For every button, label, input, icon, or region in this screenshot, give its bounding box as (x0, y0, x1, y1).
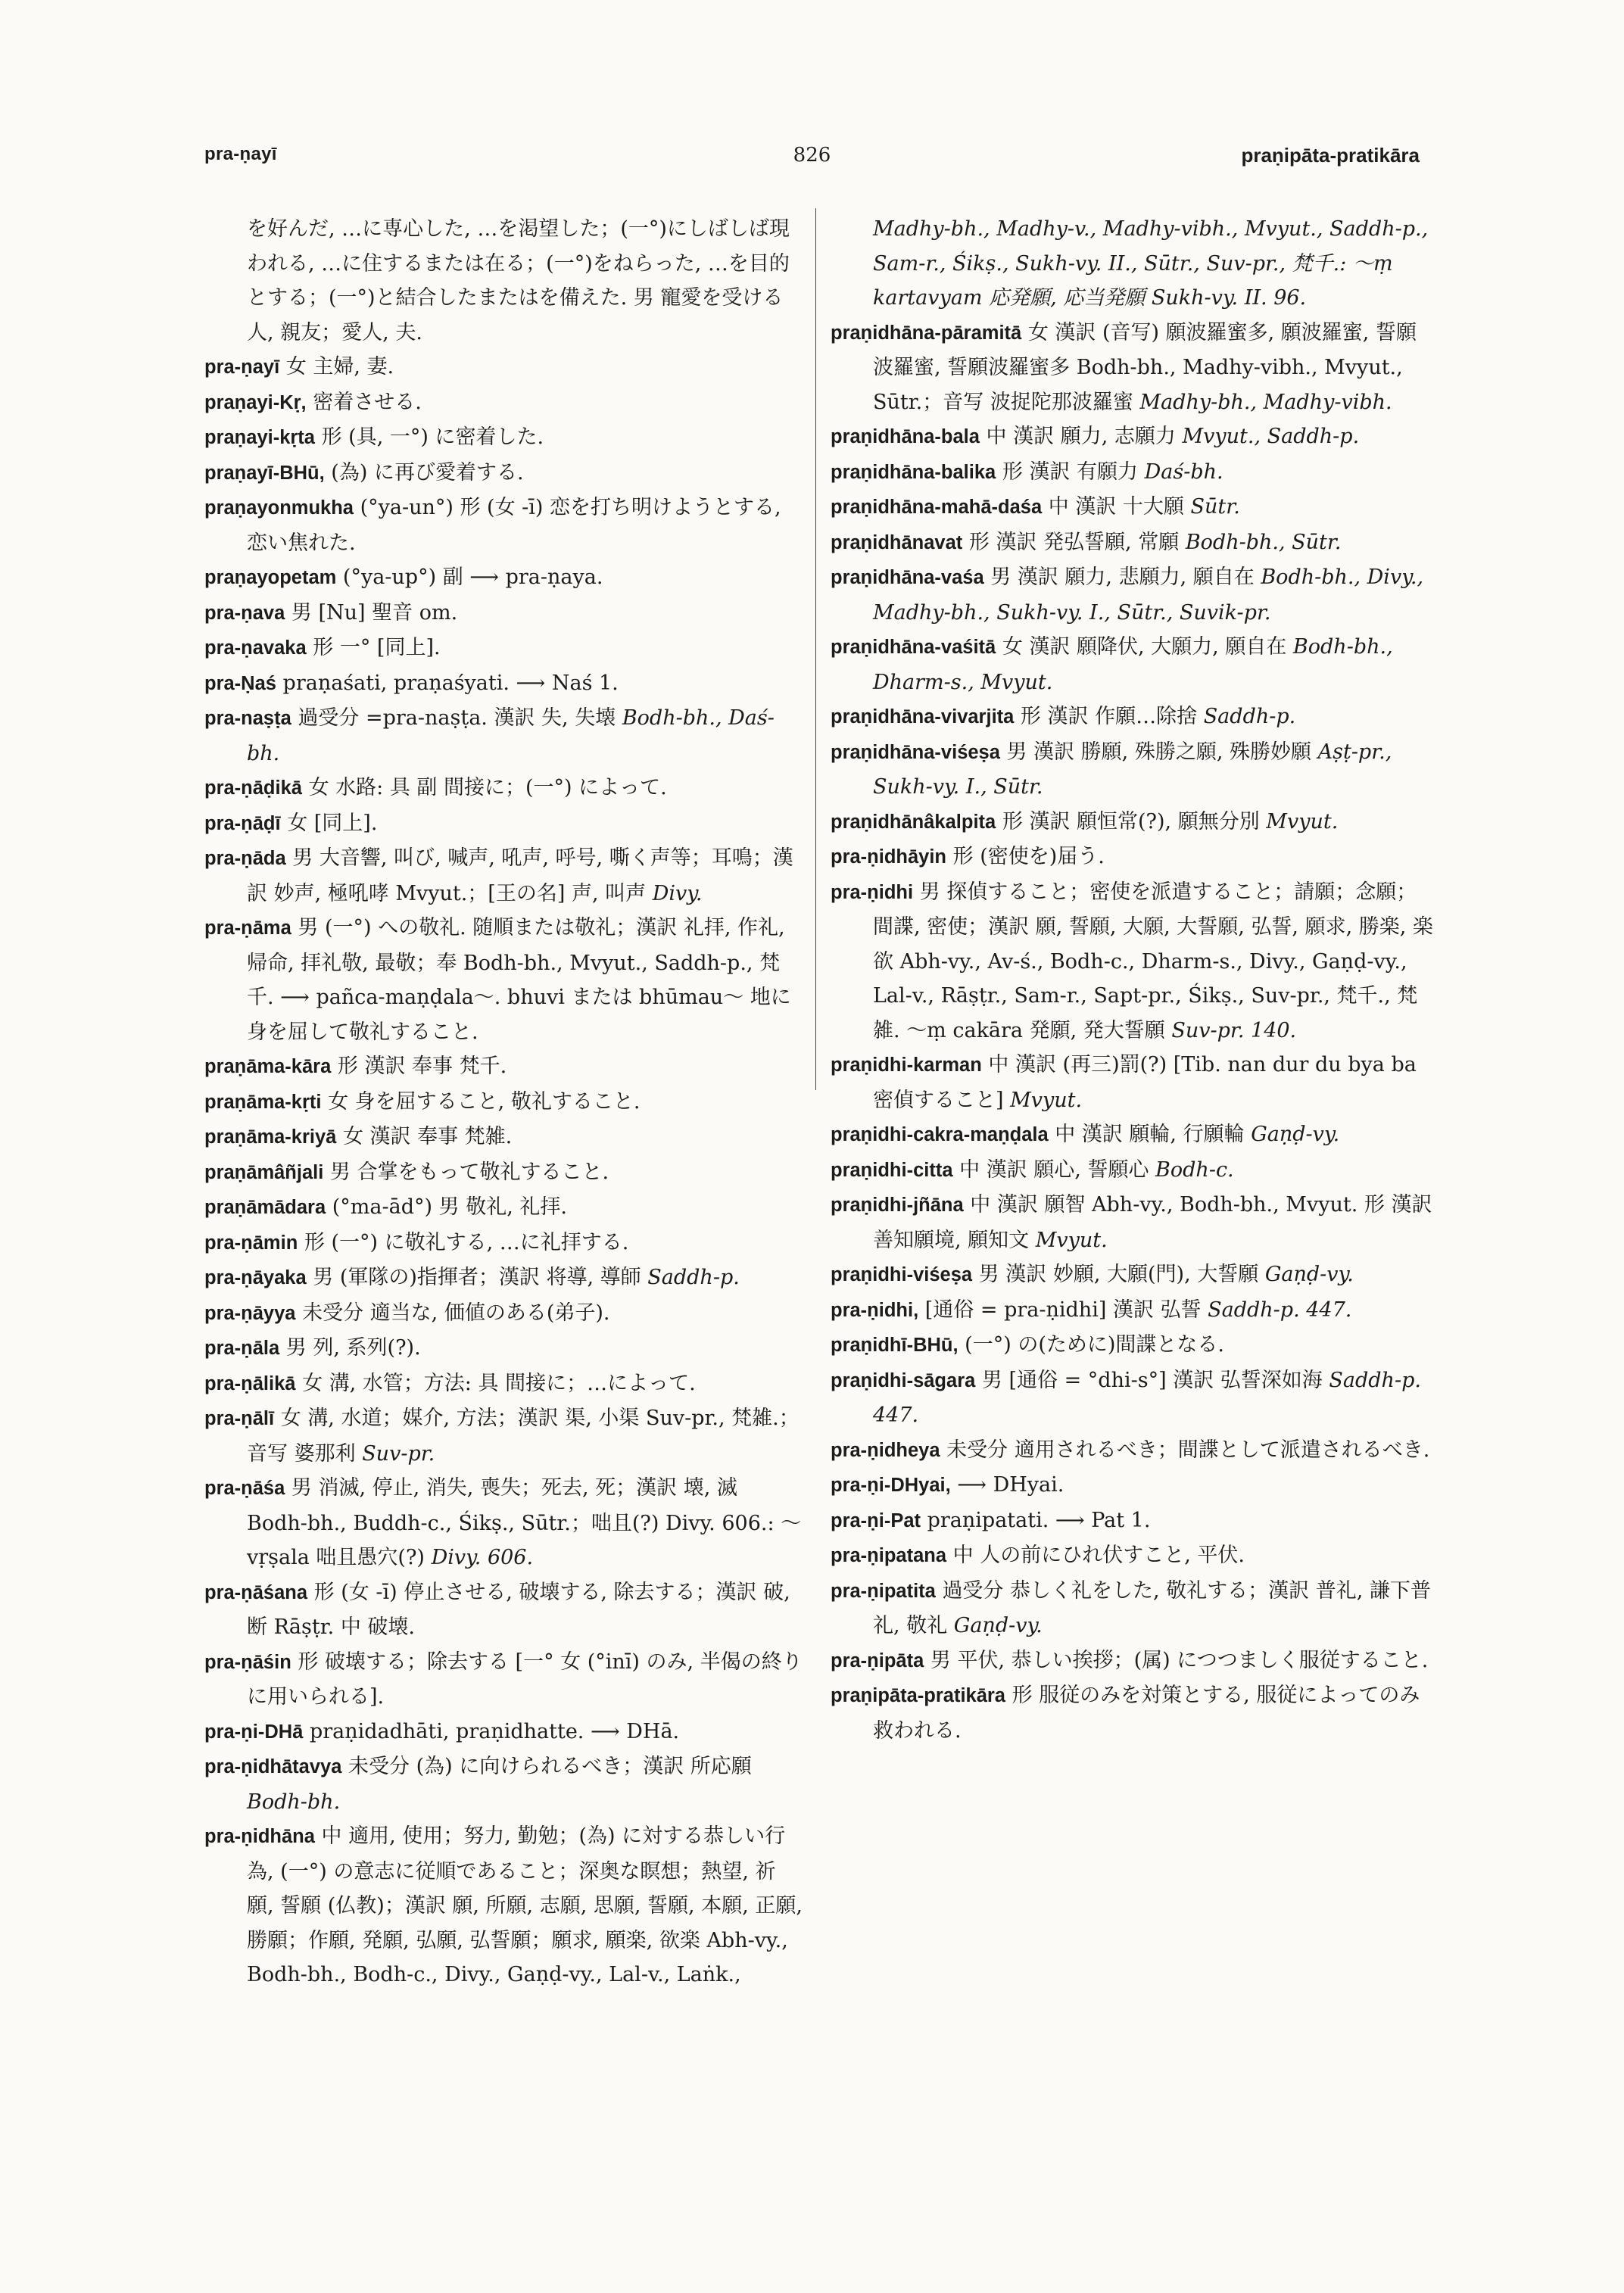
entry-definition: praṇipatati. ⟶ Pat 1. (927, 1508, 1151, 1532)
entry-headword: praṇidhāna-mahā-daśa (831, 497, 1043, 518)
entry-headword: pra-ṇāḍikā (204, 777, 302, 799)
entry-definition: 男 漢訳 妙願, 大願(門), 大誓願 (978, 1263, 1259, 1286)
dictionary-entry (204, 841, 803, 911)
entry-source-reference: Gaṇḍ-vy. (1264, 1263, 1354, 1286)
entry-headword: pra-ṇālikā (204, 1372, 296, 1394)
entry-headword: pra-ṇāmin (204, 1232, 298, 1254)
dictionary-entry (831, 1433, 1436, 1469)
entry-headword: pra-Ṇaś (204, 672, 276, 694)
dictionary-entry (831, 1363, 1436, 1433)
entry-headword: praṇāmâñjali (204, 1161, 324, 1183)
entry-headword: pra-ṇipatita (831, 1580, 936, 1602)
entry-definition: 過受分 =pra-naṣṭa. 漢訳 失, 失壊 (298, 706, 616, 730)
dictionary-entry (831, 875, 1436, 1048)
entry-headword: praṇidhi-sāgara (831, 1369, 976, 1391)
dictionary-entry (204, 1575, 803, 1645)
dictionary-entry (204, 1190, 803, 1226)
dictionary-entry (204, 1331, 803, 1366)
entry-headword: praṇāmādara (204, 1197, 326, 1218)
entry-headword: praṇāma-kāra (204, 1056, 332, 1077)
entry-definition: 形 一° [同上]. (313, 636, 441, 659)
entry-definition: 中 適用, 使用；努力, 勤勉；(為) に対する恭しい行為, (一°) の意志に従順であること；深奥な瞑想；熱望, 祈願, 誓願 (仏教)；漢訳 願, 所願, 志願, 思願, 誓願, 本願, 正願, 勝願；作願, 発願, 弘願, 弘誓願；願求, 願楽, 欲楽 Abh-vy., Bodh-bh., Bodh-c., Divy., Gaṇḍ-vy., Lal-v., Laṅk., (247, 1824, 803, 1986)
entry-source-reference: Divy. 606. (431, 1546, 534, 1569)
entry-source-reference: Gaṇḍ-vy. (1251, 1123, 1340, 1146)
entry-source-reference: Bodh-bh., Sūtr. (1185, 530, 1342, 554)
entry-definition: を好んだ, …に専心した, …を渇望した；(一°)にしばしば現われる, …に住するまたは在る；(一°)をねらった, …を目的とする；(一°)と結合したまたはを備えた. 男 寵愛を受ける人, 親友；愛人, 夫. (247, 217, 790, 344)
entry-definition: 女 身を屈すること, 敬礼すること. (328, 1089, 641, 1114)
entry-source-reference: Mvyut. (1010, 1088, 1083, 1112)
dictionary-entry (204, 1296, 803, 1332)
entry-headword: praṇidhi-viśeṣa (831, 1264, 973, 1285)
dictionary-entry (204, 911, 803, 1049)
entry-headword: praṇidhāna-vaśa (831, 567, 984, 588)
entry-headword: praṇipāta-pratikāra (831, 1685, 1005, 1706)
dictionary-entry (831, 840, 1436, 875)
entry-headword: pra-ṇāla (204, 1338, 280, 1359)
dictionary-entry (204, 1645, 803, 1715)
entry-headword: pra-ṇi-Pat (831, 1509, 921, 1531)
dictionary-entry (204, 1401, 803, 1471)
entry-definition: 中 漢訳 (再三)罰(?) [Tib. nan dur du bya ba 密偵すること] (873, 1053, 1417, 1112)
entry-headword: pra-ṇidhi, (831, 1299, 919, 1321)
entry-source-reference: Divy. (652, 881, 703, 905)
dictionary-entry (204, 1366, 803, 1402)
entry-headword: praṇidhāna-vaśitā (831, 637, 996, 658)
dictionary-entry (831, 560, 1436, 630)
entry-definition: 男 探偵すること；密使を派遣すること；請願；念願；間諜, 密使；漢訳 願, 誓願, 大願, 大誓願, 弘誓, 願求, 勝楽, 楽欲 Abh-vy., Av-ś., Bodh-c., Dharm-s., Divy., Gaṇḍ-vy., Lal-v., Rāṣṭr., Sam-r., Sapt-pr., Śikṣ., Suv-pr., 梵千., 梵雑. ～ṃ cakāra 発願, 発大誓願 (873, 880, 1433, 1042)
entry-headword: praṇidhi-citta (831, 1159, 953, 1181)
entry-headword: pra-ṇidhi (831, 881, 914, 903)
dictionary-entry (831, 419, 1436, 455)
entry-headword: praṇidhi-cakra-maṇḍala (831, 1124, 1049, 1145)
entry-definition: 形 漢訳 発弘誓願, 常願 (968, 530, 1180, 554)
entry-headword: praṇidhānâkalpita (831, 811, 996, 833)
entry-headword: pra-ṇayī (204, 357, 280, 378)
entry-definition: 男 漢訳 勝願, 殊勝之願, 殊勝妙願 (1006, 740, 1312, 764)
entry-source-reference: Bodh-c. (1155, 1157, 1234, 1182)
entry-definition: 男 合掌をもって敬礼すること. (329, 1160, 609, 1184)
dictionary-entry (204, 631, 803, 666)
entry-headword: praṇidhāna-vivarjita (831, 706, 1015, 727)
entry-source-reference: Saddh-p. 447. (873, 1368, 1421, 1427)
entry-headword: pra-ṇi-DHyai, (831, 1475, 951, 1496)
entry-headword: praṇayi-Kṛ, (204, 391, 307, 413)
entry-source-reference: Sūtr. (1190, 495, 1240, 519)
dictionary-entry (204, 806, 803, 842)
dictionary-entry (831, 805, 1436, 840)
entry-source-reference: Madhy-bh., Madhy-vibh. (1139, 390, 1392, 414)
entry-headword: pra-ṇava (204, 602, 285, 624)
dictionary-entry (831, 316, 1436, 420)
entry-headword: pra-ṇavaka (204, 637, 307, 659)
entry-source-reference: Suv-pr. (362, 1441, 435, 1466)
entry-headword: pra-ṇāḍī (204, 812, 281, 834)
entry-source-reference: Madhy-bh., Madhy-v., Madhy-vibh., Mvyut., Saddh-p., Sam-r., Śikṣ., Sukh-vy. II., Sūtr., Suv-pr., 梵千.: ～ṃ kartavyam 応発願, 応当発願 Sukh-vy. II. 96. (873, 217, 1429, 310)
dictionary-entry (831, 212, 1436, 316)
entry-definition: 中 漢訳 願輪, 行願輪 (1055, 1123, 1245, 1146)
dictionary-entry (204, 1120, 803, 1155)
dictionary-entry (204, 701, 803, 771)
entry-source-reference: Suv-pr. 140. (1171, 1018, 1297, 1042)
entry-headword: pra-ṇipatana (831, 1545, 947, 1566)
entry-definition: praṇidadhāti, praṇidhatte. ⟶ DHā. (309, 1719, 680, 1743)
dictionary-entry (204, 1749, 803, 1819)
dictionary-entry (204, 491, 803, 560)
entry-headword: pra-ṇāśin (204, 1651, 291, 1673)
entry-definition: 女 [同上]. (287, 811, 378, 835)
entry-definition: 形 (女 -ī) 停止させる, 破壊する, 除去する；漢訳 破, 断 Rāṣṭr. 中 破壊. (247, 1580, 790, 1639)
left-column (204, 212, 803, 1992)
dictionary-entry (831, 1048, 1436, 1117)
entry-definition: 男 列, 系列(?). (285, 1336, 421, 1360)
dictionary-entry (204, 456, 803, 491)
right-column (831, 212, 1436, 1748)
entry-headword: praṇayi-kṛta (204, 427, 315, 448)
dictionary-entry (831, 490, 1436, 525)
entry-definition: 女 漢訳 願降伏, 大願力, 願自在 (1002, 635, 1287, 659)
entry-headword: praṇāma-kṛti (204, 1091, 322, 1113)
entry-headword: praṇayopetam (204, 567, 337, 588)
dictionary-entry (831, 699, 1436, 735)
entry-headword: pra-ṇidheya (831, 1439, 940, 1461)
entry-headword: praṇidhī-BHū, (831, 1335, 959, 1356)
entry-definition: 中 人の前にひれ伏すこと, 平伏. (952, 1544, 1245, 1567)
dictionary-entry (831, 455, 1436, 491)
entry-source-reference: Bodh-bh. (247, 1790, 341, 1814)
entry-definition: 形 漢訳 作願…除捨 (1020, 705, 1198, 728)
dictionary-entry (831, 1503, 1436, 1539)
entry-definition: (°ya-un°) 形 (女 -ī) 恋を打ち明けようとする, 恋い焦れた. (247, 496, 781, 555)
entry-source-reference: Mvyut. (1035, 1228, 1108, 1252)
dictionary-entry (831, 525, 1436, 561)
entry-headword: praṇayī-BHū, (204, 462, 325, 484)
dictionary-entry (204, 1049, 803, 1085)
entry-headword: pra-ṇāśa (204, 1478, 285, 1499)
entry-definition: 男 [通俗 = °dhi-s°] 漢訳 弘誓深如海 (981, 1368, 1323, 1392)
entry-definition: 男 平伏, 恭しい挨拶；(属) につつましく服従すること. (930, 1648, 1429, 1672)
entry-headword: praṇidhānavat (831, 531, 963, 553)
dictionary-entry (204, 1471, 803, 1575)
dictionary-entry (204, 350, 803, 385)
entry-definition: 女 溝, 水道；媒介, 方法；漢訳 渠, 小渠 Suv-pr., 梵雑.；音写 婆那利 (247, 1407, 800, 1466)
page-header (204, 129, 1420, 174)
entry-definition: 女 主婦, 妻. (285, 355, 394, 379)
dictionary-entry (831, 630, 1436, 699)
entry-definition: 未受分 (為) に向けられるべき；漢訳 所応願 (348, 1755, 752, 1778)
entry-definition: 男 (一°) への敬礼. 随順または敬礼；漢訳 礼拝, 作礼, 帰命, 拝礼敬, 最敬；奉 Bodh-bh., Mvyut., Saddh-p., 梵千. ⟶ pañca-maṇḍala～. bhuvi または bhūmau～ 地に身を屈して敬礼すること. (247, 916, 791, 1044)
entry-definition: 密着させる. (313, 390, 422, 414)
dictionary-entry (204, 1819, 803, 1992)
entry-source-reference: Mvyut. (1266, 809, 1339, 833)
dictionary-entry (204, 560, 803, 596)
dictionary-entry (831, 735, 1436, 805)
entry-definition: 男 消滅, 停止, 消失, 喪失；死去, 死；漢訳 壊, 滅 Bodh-bh., Buddh-c., Śikṣ., Sūtr.；咄且(?) Divy. 606.: ～vṛṣala 咄且愚穴(?) (247, 1476, 802, 1569)
entry-headword: pra-ṇipāta (831, 1650, 924, 1671)
dictionary-entry (831, 1328, 1436, 1363)
entry-headword: praṇidhi-jñāna (831, 1195, 964, 1216)
entry-definition: 女 漢訳 奉事 梵雑. (342, 1125, 513, 1148)
entry-headword: pra-ṇi-DHā (204, 1721, 304, 1743)
entry-source-reference: Aṣṭ-pr., Sukh-vy. I., Sūtr. (873, 740, 1392, 799)
entry-definition: 未受分 適用されるべき；間諜として派遣されるべき. (946, 1438, 1430, 1462)
dictionary-entry (204, 1715, 803, 1750)
entry-definition: 形 (具, 一°) に密着した. (321, 425, 544, 449)
entry-headword: pra-ṇāda (204, 848, 286, 869)
entry-headword: pra-ṇidhātavya (204, 1756, 342, 1777)
dictionary-entry (204, 212, 803, 350)
dictionary-entry (204, 666, 803, 702)
dictionary-entry (831, 1257, 1436, 1293)
entry-headword: pra-ṇāyaka (204, 1267, 307, 1288)
entry-definition: (一°) の(ために)間諜となる. (965, 1333, 1224, 1357)
entry-headword: praṇāma-kriyā (204, 1126, 337, 1148)
dictionary-entry (831, 1643, 1436, 1679)
entry-headword: pra-naṣṭa (204, 708, 291, 729)
entry-definition: 過受分 恭しく礼をした, 敬礼する；漢訳 普礼, 謙下普礼, 敬礼 (873, 1578, 1431, 1637)
entry-definition: 中 漢訳 願心, 誓願心 (959, 1157, 1149, 1182)
dictionary-entry (831, 1574, 1436, 1643)
entry-headword: pra-ṇālī (204, 1408, 275, 1429)
entry-definition: 形 漢訳 有願力 (1002, 460, 1138, 484)
entry-headword: pra-ṇāma (204, 918, 291, 939)
entry-headword: praṇidhāna-balika (831, 461, 996, 483)
entry-headword: praṇidhāna-pāramitā (831, 322, 1022, 344)
entry-definition: 形 服従のみを対策とする, 服従によってのみ救われる. (873, 1684, 1420, 1743)
entry-headword: praṇidhi-karman (831, 1055, 982, 1076)
entry-headword: pra-ṇāyya (204, 1302, 296, 1324)
dictionary-entry (831, 1153, 1436, 1189)
entry-definition: 中 漢訳 願力, 志願力 (986, 425, 1176, 448)
entry-definition: 中 漢訳 願智 Abh-vy., Bodh-bh., Mvyut. 形 漢訳 善知願境, 願知文 (873, 1193, 1432, 1252)
entry-headword: pra-ṇidhāyin (831, 846, 947, 868)
entry-definition: (為) に再び愛着する. (331, 460, 524, 484)
entry-definition: [通俗 = pra-ṇidhi] 漢訳 弘誓 (924, 1298, 1202, 1322)
dictionary-entry (204, 1085, 803, 1120)
entry-definition: 形 (一°) に敬礼する, …に礼拝する. (304, 1230, 629, 1254)
entry-definition: (°ya-up°) 副 ⟶ pra-ṇaya. (342, 565, 603, 589)
dictionary-entry (204, 385, 803, 421)
entry-definition: 形 破壊する；除去する [一° 女 (°inī) のみ, 半偈の終りに用いられる]. (247, 1650, 803, 1709)
dictionary-entry (831, 1538, 1436, 1574)
entry-source-reference: Bodh-bh., Divy., Madhy-bh., Sukh-vy. I., Sūtr., Suvik-pr. (873, 565, 1424, 625)
entry-definition: 女 溝, 水管；方法: 具 間接に；…によって. (302, 1371, 696, 1395)
entry-headword: pra-ṇidhāna (204, 1826, 315, 1847)
dictionary-entry (204, 1226, 803, 1261)
entry-definition: 男 漢訳 願力, 悲願力, 願自在 (990, 565, 1255, 589)
right-guide-word: praṇipāta-pratikāra (1241, 144, 1420, 167)
dictionary-entry (831, 1188, 1436, 1257)
entry-definition: praṇaśati, praṇaśyati. ⟶ Naś 1. (282, 671, 619, 695)
entry-source-reference: Bodh-bh., Dharm-s., Mvyut. (873, 635, 1393, 694)
entry-definition: 未受分 適当な, 価値のある(弟子). (302, 1301, 610, 1325)
dictionary-entry (831, 1117, 1436, 1153)
entry-definition: 男 [Nu] 聖音 om. (291, 600, 458, 625)
dictionary-entry (204, 1260, 803, 1296)
dictionary-entry (204, 420, 803, 456)
entry-source-reference: Bodh-bh., Daś-bh. (247, 706, 775, 765)
dictionary-entry (831, 1468, 1436, 1503)
dictionary-entry (831, 1293, 1436, 1329)
dictionary-entry (204, 771, 803, 806)
entry-definition: 形 (密使を)届う. (952, 845, 1105, 868)
entry-headword: pra-ṇāśana (204, 1581, 308, 1603)
entry-source-reference: Saddh-p. 447. (1208, 1298, 1352, 1322)
column-divider (815, 208, 816, 1090)
dictionary-entry (831, 1678, 1436, 1748)
entry-definition: 女 水路: 具 副 間接に；(一°) によって. (308, 776, 667, 799)
entry-source-reference: Saddh-p. (1203, 705, 1296, 728)
dictionary-entry (204, 1155, 803, 1191)
entry-definition: 男 (軍隊の)指揮者；漢訳 将導, 導師 (313, 1266, 641, 1289)
entry-definition: 男 大音響, 叫び, 喊声, 吼声, 呼号, 嘶く声等；耳鳴；漢訳 妙声, 極吼哮 Mvyut.；[王の名] 声, 叫声 (247, 846, 793, 905)
entry-definition: (°ma-ād°) 男 敬礼, 礼拝. (332, 1195, 567, 1219)
entry-definition: 形 漢訳 願恒常(?), 願無分別 (1002, 809, 1260, 833)
entry-definition: ⟶ DHyai. (957, 1473, 1064, 1497)
entry-headword: praṇidhāna-viśeṣa (831, 741, 1000, 763)
entry-definition: 女 漢訳 (音写) 願波羅蜜多, 願波羅蜜, 誓願波羅蜜, 誓願波羅蜜多 Bodh-bh., Madhy-vibh., Mvyut., Sūtr.；音写 波捉陀那波羅蜜 (873, 320, 1417, 414)
left-guide-word: pra-ṇayī (204, 144, 277, 164)
entry-source-reference: Daś-bh. (1144, 460, 1223, 484)
entry-source-reference: Mvyut., Saddh-p. (1182, 425, 1360, 448)
entry-definition: 中 漢訳 十大願 (1048, 495, 1184, 519)
entry-source-reference: Saddh-p. (647, 1266, 740, 1289)
entry-headword: praṇidhāna-bala (831, 426, 980, 447)
dictionary-entry (204, 596, 803, 631)
entry-headword: praṇayonmukha (204, 497, 354, 519)
entry-source-reference: Gaṇḍ-vy. (953, 1614, 1043, 1637)
page-number: 826 (793, 144, 831, 167)
entry-definition: 形 漢訳 奉事 梵千. (337, 1055, 507, 1078)
